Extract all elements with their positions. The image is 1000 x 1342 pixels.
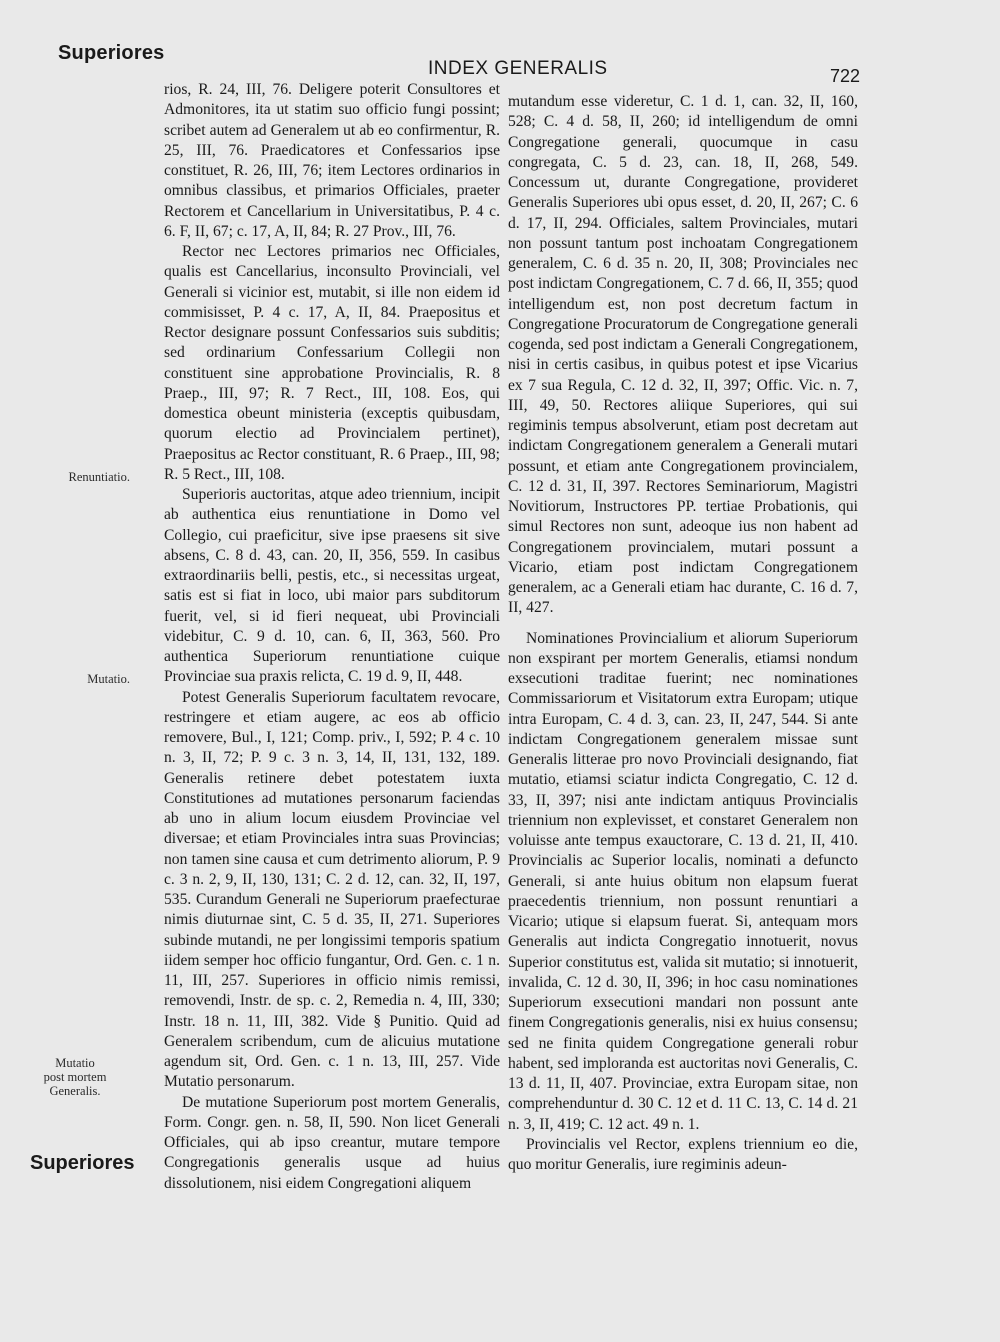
margin-note-line: post mortem — [43, 1070, 107, 1084]
running-tab-bottom: Superiores — [30, 1152, 135, 1174]
paragraph: Superioris auctoritas, atque adeo triennium, incipit ab authentica eius renuntiatione in Domo vel Collegio, cui praeficitur, sive ipse praesens sit sive absens, C. 8 d. 43, can. 20, II, 356, 559. In casibus extraordinariis belli, pestis, etc., si necessitas urgeat, satis est si fiat in loco, ubi maior pars subditorum fuerit, vel, si id fieri nequeat, ubi Provinciali videbitur, C. 9 d. 10, can. 6, II, 363, 560. Pro authentica Superiorum renuntiatione cuique Provinciae sua praxis relicta, C. 19 d. 9, II, 448. — [164, 486, 500, 686]
paragraph: Potest Generalis Superiorum facultatem revocare, restringere et etiam augere, ac eos ab officio removere, Bul., I, 121; Comp. priv., I, 592; P. 4 c. 10 n. 3, II, 72; P. 9 c. 3 n. 3, 14, II, 131, 132, 189. Generalis retinere debet potestatem iuxta Constitutiones ad mutationes personarum faciendas ab uno in alium locum eiusdem Provinciae vel diversae; et etiam Provinciales intra suas Provincias; non tamen sine causa et cum detrimento aliorum, P. 9 c. 3 n. 2, 9, II, 130, 131; C. 2 d. 12, can. 32, II, 197, 535. Curandum Generali ne Superiorum praefecturae nimis diuturnae sint, C. 5 d. 35, II, 271. Superiores subinde mutandi, ne per longissimi temporis spatium iidem semper hoc officio fungantur, Ord. Gen. c. 1 n. 11, III, 257. Superiores in officio nimis remissi, removendi, Instr. de sp. c. 2, Remedia n. 4, III, 330; Instr. 18 n. 11, III, 382. Vide § Punitio. Quid ad Generalem scribendum, cum de alicuius mutatione agendum sit, Ord. Gen. c. 1 n. 13, III, 257. Vide Mutatio personarum. — [164, 688, 500, 1091]
paragraph: mutandum esse videretur, C. 1 d. 1, can. 32, II, 160, 528; C. 4 d. 58, II, 260; id intelligendum de omni Congregatione generali, quocumque in casu congregata, C. 5 d. 23, can. 18, II, 268, 549. Concessum ut, durante Congregatione, provideret Generalis Superiores ubi opus esset, d. 20, II, 267; C. 6 d. 17, II, 294. Officiales, saltem Provinciales, mutari non possunt tantum post inchoatam Congregationem generalem, C. 6 d. 35 n. 20, II, 308; Provinciales nec post indictam Congregationem, C. 7 d. 66, II, 355; quod intelligendum est, non post decretum factum in Congregatione Procuratorum de Congregatione generali cogenda, sed post indictam a Generali Congregationem, nisi in certis casibus, in quibus potest et ipse Vicarius ex 7 sua Regula, C. 12 d. 32, II, 397; Offic. Vic. n. 7, III, 49, 50. Rectores aliique Superiores, qui sui regiminis tempus absolverunt, etiam post decretam aut indictam Congregationem generalem a Generali mutari possunt, et etiam ante Congregationem provincialem, C. 12 d. 31, II, 397. Rectores Seminariorum, Magistri Novitiorum, Instructores PP. tertiae Probationis, qui simul Rectores non sunt, adeoque ius non habent ad Congregationem provincialem, mutari possunt a Vicario, etiam post indictam Congregationem generalem, ac a Generali etiam hac durante, C. 16 d. 7, II, 427. — [508, 93, 858, 617]
margin-note-mutatio-post-mortem — [20, 1056, 130, 1098]
paragraph: De mutatione Superiorum post mortem Generalis, Form. Congr. gen. n. 58, II, 590. Non licet Generali Officiales, qui ab ipso creantur, mutare tempore Congregationis generalis usque ad huius dissolutionem, nisi eidem Congregationi aliquem — [164, 1093, 500, 1192]
left-column — [164, 80, 500, 1194]
paragraph: rios, R. 24, III, 76. Deligere poterit Consultores et Admonitores, ita ut statim suo officio fungi possint; scribet autem ad Generalem ut ab eo confirmentur, R. 25, III, 76. Praedicatores et Confessarios ipse constituet, R. 26, III, 76; item Lectores ordinarios in omnibus classibus, et primarios Officiales, praeter Rectorem et Cancellarium in Universitatibus, P. 4 c. 6. F, II, 67; c. 17, A, II, 84; R. 27 Prov., III, 76. — [164, 81, 500, 240]
margin-note-mutatio: Mutatio. — [87, 672, 130, 686]
page-title: INDEX GENERALIS — [428, 58, 608, 79]
margin-note-renuntiatio: Renuntiatio. — [68, 470, 130, 484]
margin-note-line: Generalis. — [49, 1084, 101, 1098]
paragraph: Nominationes Provincialium et aliorum Superiorum non exspirant per mortem Generalis, etiamsi nondum exsecutioni traditae fuerint; nec nominationes Commissariorum et Visitatorum extra Europam; utique intra Europam, C. 4 d. 3, can. 23, II, 247, 544. Si ante indictam Congregationem generalem missae sunt Generalis litterae pro novo Provinciali designando, fiat mutatio, etiamsi sciatur indicta Congregatio, C. 12 d. 33, II, 397; nisi ante indictam antiquus Provincialis triennium non explevisset, et constaret Generalem non voluisse ante tempus exauctorare, C. 13 d. 21, II, 410. Provincialis ac Superior localis, nominati a defuncto Generali, si ante huius obitum non elapsum fuerat praecedentis triennium, non possunt renuntiari a Vicario; utique si elapsum fuerat. Si, antequam mors Generalis aut indicta Congregatio innotuerit, novus Superior constitutus est, valida sit mutatio; si innotuerit, invalida, C. 12 d. 30, II, 396; in hoc casu nominationes Superiorum exsecutioni mandari non possunt ante finem Congregationis generalis, nisi ex huius consensu; sed ne finita quidem Congregatione generali robur habent, sed imploranda est auctoritas novi Generalis, C. 13 d. 11, II, 407. Provinciae, extra Europam sitae, non comprehenduntur d. 30 C. 12 et d. 11 C. 13, C. 14 d. 21 n. 3, II, 419; C. 12 act. 49 n. 1. — [508, 629, 858, 1133]
paragraph: Provincialis vel Rector, explens triennium eo die, quo moritur Generalis, iure regiminis adeun- — [508, 1135, 858, 1173]
margin-note-line: Mutatio — [55, 1056, 95, 1070]
paragraph: Rector nec Lectores primarios nec Officiales, qualis est Cancellarius, inconsulto Provinciali, vel Generali si vicinior est, mutabit, si ille non eidem id commisisset, P. 4 c. 17, A, II, 84. Praepositus et Rector designare possunt Confessarios suis subditis; sed ordinarium Confessarium Collegii non constituent sine approbatione Provincialis, R. 8 Praep., III, 97; R. 7 Rect., III, 108. Eos, qui domestica obeunt ministeria (exceptis quibusdam, quorum electio ad Provincialem pertinet), Praepositus ac Rector constituant, R. 6 Praep., III, 98; R. 5 Rect., III, 108. — [164, 243, 500, 483]
running-tab-top: Superiores — [58, 42, 165, 64]
right-column — [508, 92, 858, 1175]
page-number: 722 — [830, 66, 861, 86]
